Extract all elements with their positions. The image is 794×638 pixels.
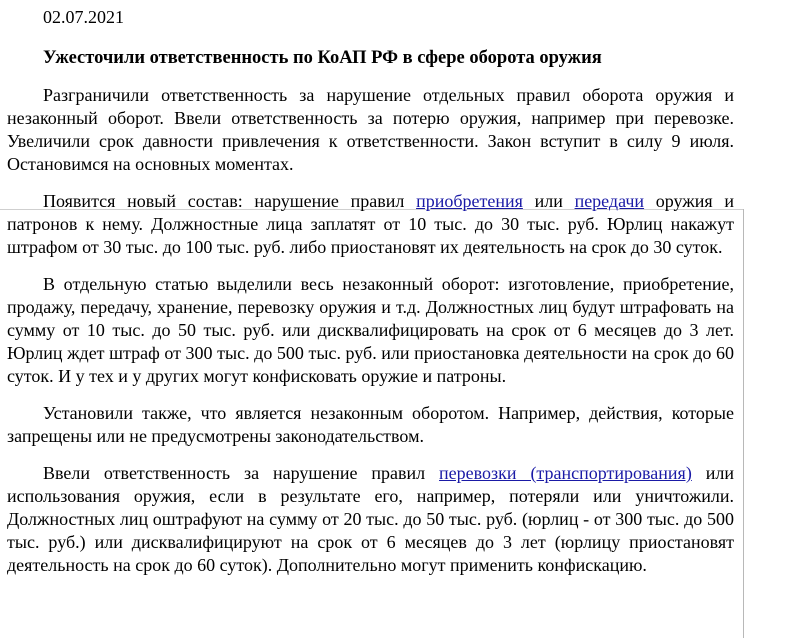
paragraph-definition: Установили также, что является незаконным оборотом. Например, действия, которые запрещены или не предусмотрены законодательством. [7, 403, 734, 446]
paragraph-text: или использования оружия, если в результате его, например, потеряли или уничтожили. Должностных лиц оштрафуют на сумму от 20 тыс. до 50 тыс. руб. (юрлиц - от 300 тыс. до 500 тыс. руб.) или дисквалифицируют на срок от 6 месяцев до 3 лет (юрлицу приостановят деятельность на срок до 60 суток). Дополнительно могут применить конфискацию. [7, 463, 734, 575]
paragraph-text: или [522, 191, 575, 211]
paragraph-intro: Разграничили ответственность за нарушение отдельных правил оборота оружия и незаконный оборот. Ввели ответственность за потерю оружия, например при перевозке. Увеличили срок давности привлечения к ответственности. Закон вступит в силу 9 июля. Остановимся на основных моментах. [7, 85, 734, 174]
document-title: Ужесточили ответственность по КоАП РФ в сфере оборота оружия [43, 48, 602, 68]
link-transportation-rules[interactable]: перевозки (транспортирования) [439, 463, 692, 483]
paragraph-illegal-turnover: В отдельную статью выделили весь незаконный оборот: изготовление, приобретение, продажу, передачу, хранение, перевозку оружия и т.д. Должностных лиц будут штрафовать на сумму от 10 тыс. до 50 тыс. руб. или дисквалифицировать на срок от 6 месяцев до 3 лет. Юрлиц ждет штраф от 300 тыс. до 500 тыс. руб. или приостановка деятельности на срок до 60 суток. И у тех и у других могут конфисковать оружие и патроны. [7, 274, 734, 386]
frame-divider-vertical [743, 209, 744, 638]
paragraph-text: Ввели ответственность за нарушение правил [43, 463, 440, 483]
document-date: 02.07.2021 [43, 7, 124, 27]
paragraph-text: Появится новый состав: нарушение правил [43, 191, 417, 211]
link-transfer-rules[interactable]: передачи [574, 191, 645, 211]
paragraph-transport-liability [7, 462, 734, 577]
paragraph-text: оружия и патронов к нему. Должностные лица заплатят от 10 тыс. до 30 тыс. руб. Юрлиц накажут штрафом от 30 тыс. до 100 тыс. руб. либо приостановят их деятельность на срок до 30 суток. [7, 191, 734, 257]
document-body [7, 6, 734, 577]
link-acquisition-rules[interactable]: приобретения [416, 191, 523, 211]
paragraph-new-offense [7, 190, 734, 259]
